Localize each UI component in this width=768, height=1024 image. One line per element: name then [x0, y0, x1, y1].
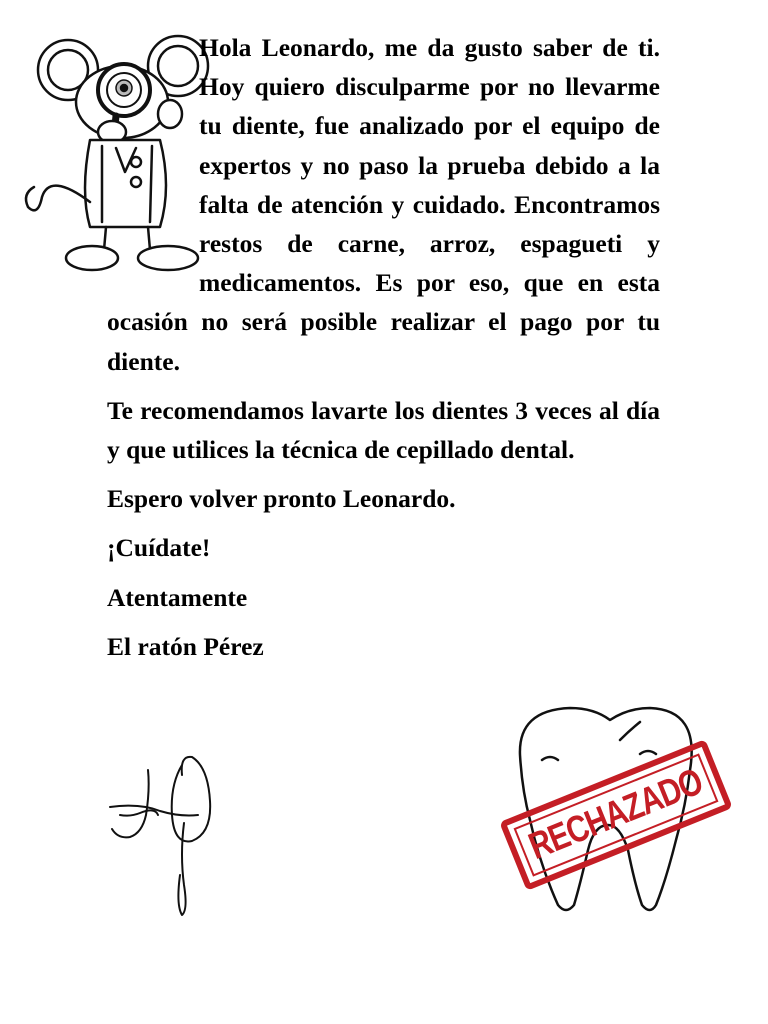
rejected-stamp-text: RECHAZADO: [523, 761, 709, 868]
letter-body: [107, 28, 660, 666]
letter-closing: Atentamente: [107, 582, 248, 612]
letter-paragraph-1: Hola Leonardo, me da gusto saber de ti. Hoy quiero disculparme por no llevarme tu diente, fue analizado por el equipo de expertos y no paso la prueba debido a la falta de atención y cuidado. Encontramos restos de carne, arroz, espagueti y medicamentos. Es por eso, que en esta ocasión no será posible realizar el pago por tu diente.: [107, 33, 660, 376]
letter-return-line: Espero volver pronto Leonardo.: [107, 484, 456, 514]
letter-care-line: ¡Cuídate!: [107, 533, 211, 563]
letter-paragraph-2: Te recomendamos lavarte los dientes 3 veces al día y que utilices la técnica de cepillado dental.: [107, 395, 660, 465]
handwritten-signature: [100, 745, 235, 920]
letter-signer: El ratón Pérez: [107, 631, 264, 661]
mouse-float-spacer: [107, 28, 199, 278]
